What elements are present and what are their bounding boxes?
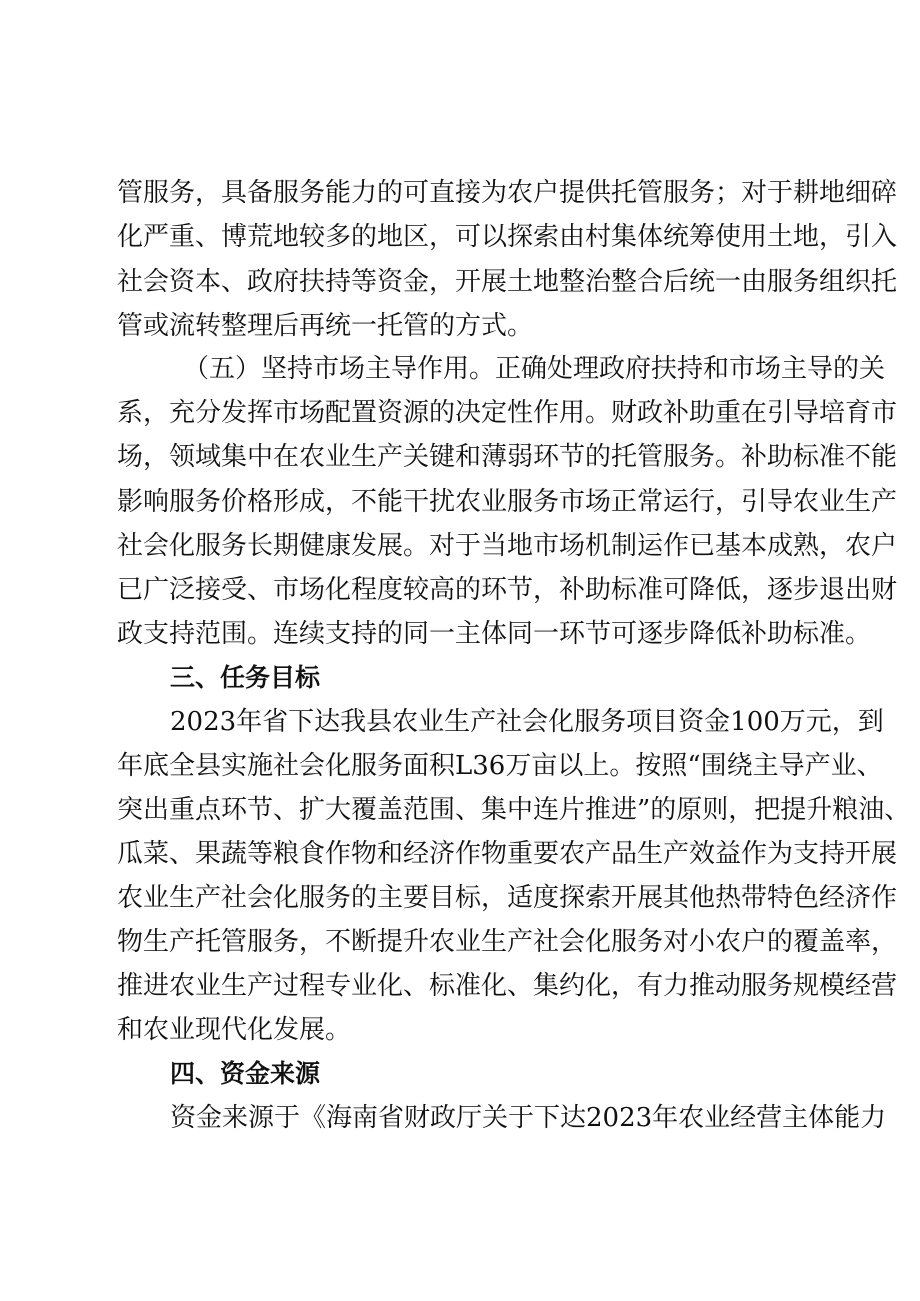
paragraph-line: 社会化服务长期健康发展。对于当地市场机制运作已基本成熟，农户 (117, 531, 898, 561)
paragraph-line: 农业生产社会化服务的主要目标，适度探索开展其他热带特色经济作 (117, 883, 898, 913)
paragraph-line: 推进农业生产过程专业化、标准化、集约化，有力推动服务规模经营 (117, 971, 898, 1001)
paragraph-line: 社会资本、政府扶持等资金，开展土地整治整合后统一由服务组织托 (117, 267, 898, 297)
paragraph-line: 政支持范围。连续支持的同一主体同一环节可逐步降低补助标准。 (117, 619, 872, 649)
section-heading: 四、资金来源 (170, 1059, 321, 1088)
paragraph-line: 管或流转整理后再统一托管的方式。 (117, 311, 534, 341)
paragraph-line: 管服务，具备服务能力的可直接为农户提供托管服务；对于耕地细碎 (117, 178, 898, 208)
section-heading: 三、任务目标 (170, 663, 321, 692)
paragraph-line: 化严重、博荒地较多的地区，可以探索由村集体统筹使用土地，引入 (117, 222, 898, 252)
paragraph-line: 物生产托管服务，不断提升农业生产社会化服务对小农户的覆盖率， (117, 927, 898, 957)
paragraph-line: 系，充分发挥市场配置资源的决定性作用。财政补助重在引导培育市 (117, 398, 898, 428)
paragraph-line: （五）坚持市场主导作用。正确处理政府扶持和市场主导的关 (183, 354, 886, 384)
paragraph-line: 突出重点环节、扩大覆盖范围、集中连片推进”的原则，把提升粮油、 (117, 795, 911, 825)
paragraph-line: 已广泛接受、市场化程度较高的环节，补助标准可降低，逐步退出财 (117, 575, 898, 605)
paragraph-line: 和农业现代化发展。 (117, 1015, 352, 1045)
paragraph-line: 2023年省下达我县农业生产社会化服务项目资金100万元，到 (170, 707, 884, 737)
paragraph-line: 资金来源于《海南省财政厅关于下达2023年农业经营主体能力 (170, 1103, 887, 1133)
paragraph-line: 影响服务价格形成，不能干扰农业服务市场正常运行，引导农业生产 (117, 487, 898, 517)
paragraph-line: 场，领域集中在农业生产关键和薄弱环节的托管服务。补助标准不能 (117, 442, 898, 472)
paragraph-line: 瓜菜、果蔬等粮食作物和经济作物重要农产品生产效益作为支持开展 (117, 839, 898, 869)
paragraph-line: 年底全县实施社会化服务面积L36万亩以上。按照“围绕主导产业、 (117, 751, 883, 781)
